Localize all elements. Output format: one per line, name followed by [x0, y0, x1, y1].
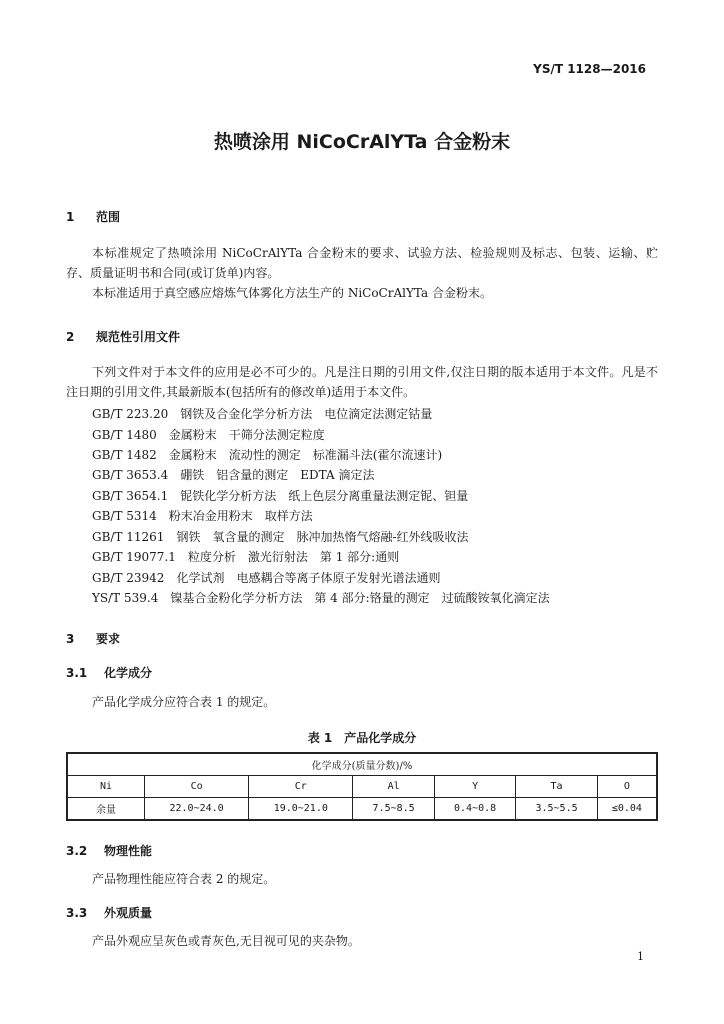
- section-2-paragraph: 下列文件对于本文件的应用是必不可少的。凡是注日期的引用文件,仅注日期的版本适用于本文件。凡是不注日期的引用文件,其最新版本(包括所有的修改单)适用于本文件。: [66, 365, 658, 399]
- reference-item: GB/T 223.20 钢铁及合金化学分析方法 电位滴定法测定钴量: [92, 407, 433, 421]
- section-3-3-paragraph: 产品外观应呈灰色或青灰色,无目视可见的夹杂物。: [92, 934, 360, 948]
- reference-item: YS/T 539.4 镍基合金粉化学分析方法 第 4 部分:铬量的测定 过硫酸铵氧化滴定法: [92, 591, 550, 605]
- section-title: 物理性能: [104, 844, 153, 858]
- table-cell: 7.5~8.5: [353, 798, 434, 821]
- section-number: 3.3: [66, 906, 88, 920]
- reference-item: GB/T 1482 金属粉末 流动性的测定 标准漏斗法(霍尔流速计): [92, 448, 443, 462]
- table-cell: 余量: [67, 798, 145, 821]
- reference-item: GB/T 3653.4 硼铁 铝含量的测定 EDTA 滴定法: [92, 468, 375, 482]
- section-title: 化学成分: [104, 666, 153, 680]
- section-3-2-heading: [66, 842, 152, 859]
- section-3-heading: [66, 630, 120, 647]
- table-cell: 3.5~5.5: [516, 798, 597, 821]
- document-title: 热喷涂用 NiCoCrAlYTa 合金粉末: [213, 131, 511, 153]
- section-number: 3.1: [66, 666, 88, 680]
- reference-item: GB/T 3654.1 铌铁化学分析方法 纸上色层分离重量法测定铌、钽量: [92, 489, 469, 503]
- table-cell: ≤0.04: [597, 798, 657, 821]
- section-title: 外观质量: [104, 906, 153, 920]
- section-title: 要求: [96, 632, 121, 646]
- page-number: 1: [637, 950, 644, 963]
- reference-item: GB/T 11261 钢铁 氧含量的测定 脉冲加热惰气熔融-红外线吸收法: [92, 530, 469, 544]
- section-1-paragraph-2: 本标准适用于真空感应熔炼气体雾化方法生产的 NiCoCrAlYTa 合金粉末。: [92, 286, 492, 300]
- table-header-row: [67, 776, 657, 798]
- reference-item: GB/T 1480 金属粉末 干筛分法测定粒度: [92, 428, 325, 442]
- section-3-2-paragraph: 产品物理性能应符合表 2 的规定。: [92, 872, 276, 886]
- standard-code: YS/T 1128—2016: [533, 62, 646, 76]
- table-group-header: 化学成分(质量分数)/%: [67, 753, 657, 776]
- reference-item: GB/T 5314 粉末冶金用粉末 取样方法: [92, 509, 313, 523]
- table-column-header: O: [597, 776, 657, 798]
- table-1-caption: 表 1 产品化学成分: [307, 731, 417, 745]
- section-3-1-heading: [66, 664, 152, 681]
- table-cell: 19.0~21.0: [249, 798, 353, 821]
- reference-item: GB/T 23942 化学试剂 电感耦合等离子体原子发射光谱法通则: [92, 571, 441, 585]
- table-column-header: Ta: [516, 776, 597, 798]
- section-number: 1: [66, 210, 75, 224]
- table-cell: 0.4~0.8: [434, 798, 515, 821]
- section-3-1-paragraph: 产品化学成分应符合表 1 的规定。: [92, 695, 276, 709]
- table-column-header: Ni: [67, 776, 145, 798]
- table-column-header: Y: [434, 776, 515, 798]
- section-1-heading: [66, 208, 120, 225]
- table-group-header-row: [67, 753, 657, 776]
- section-1-paragraph-1: 本标准规定了热喷涂用 NiCoCrAlYTa 合金粉末的要求、试验方法、检验规则及标志、包装、运输、贮存、质量证明书和合同(或订货单)内容。: [66, 246, 658, 280]
- section-number: 3.2: [66, 844, 88, 858]
- section-2-heading: [66, 328, 180, 345]
- reference-item: GB/T 19077.1 粒度分析 激光衍射法 第 1 部分:通则: [92, 550, 400, 564]
- table-column-header: Cr: [249, 776, 353, 798]
- chemical-composition-table: [66, 752, 658, 821]
- table-column-header: Co: [145, 776, 249, 798]
- section-title: 规范性引用文件: [96, 330, 181, 344]
- table-cell: 22.0~24.0: [145, 798, 249, 821]
- section-number: 3: [66, 632, 75, 646]
- table-row: [67, 798, 657, 821]
- section-number: 2: [66, 330, 75, 344]
- table-column-header: Al: [353, 776, 434, 798]
- section-3-3-heading: [66, 904, 152, 921]
- section-title: 范围: [96, 210, 121, 224]
